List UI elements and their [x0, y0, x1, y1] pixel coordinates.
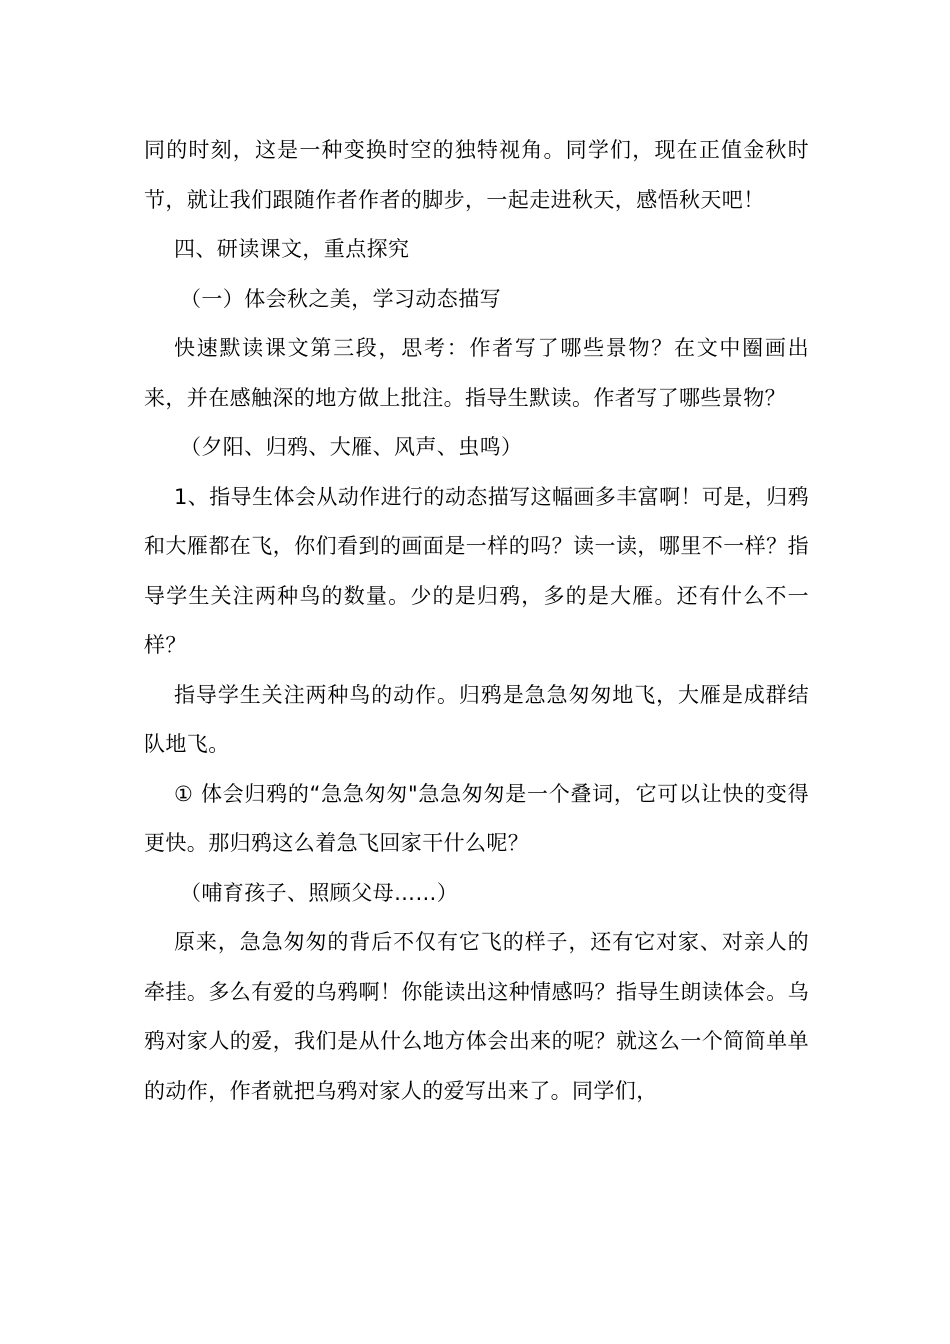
paragraph-crow-hurry: ① 体会归鸦的“急急匆匆"急急匆匆是一个叠词，它可以让快的变得更快。那归鸦这么着急飞回家干什么呢？ [144, 781, 809, 855]
document-page [144, 126, 809, 1116]
paragraph-scenery-list: （夕阳、归鸦、大雁、风声、虫鸣） [180, 435, 523, 459]
paragraph-quick-reading: 快速默读课文第三段，思考：作者写了哪些景物？在文中圈画出来，并在感触深的地方做上批注。指导生默读。作者写了哪些景物？ [144, 336, 809, 410]
paragraph-intro-continuation: 同的时刻，这是一种变换时空的独特视角。同学们，现在正值金秋时节，就让我们跟随作者作者的脚步，一起走进秋天，感悟秋天吧！ [144, 138, 809, 212]
paragraph-crow-reasons: （哺育孩子、照顾父母……） [180, 880, 459, 905]
paragraph-bird-actions: 指导学生关注两种鸟的动作。归鸦是急急匆匆地飞，大雁是成群结队地飞。 [144, 682, 809, 756]
section-heading-study-text: 四、研读课文，重点探究 [174, 237, 410, 261]
paragraph-crow-love: 原来，急急匆匆的背后不仅有它飞的样子，还有它对家、对亲人的牵挂。多么有爱的乌鸦啊！你能读出这种情感吗？指导生朗读体会。乌鸦对家人的爱，我们是从什么地方体会出来的呢？就这么一个简简单单的动作，作者就把乌鸦对家人的爱写出来了。同学们， [144, 930, 809, 1103]
paragraph-dynamic-description: 1、指导生体会从动作进行的动态描写这幅画多丰富啊！可是，归鸦和大雁都在飞，你们看到的画面是一样的吗？读一读，哪里不一样？指导学生关注两种鸟的数量。少的是归鸦，多的是大雁。还有什么不一样？ [144, 484, 809, 657]
subsection-heading-autumn-beauty: （一）体会秋之美，学习动态描写 [180, 286, 501, 311]
